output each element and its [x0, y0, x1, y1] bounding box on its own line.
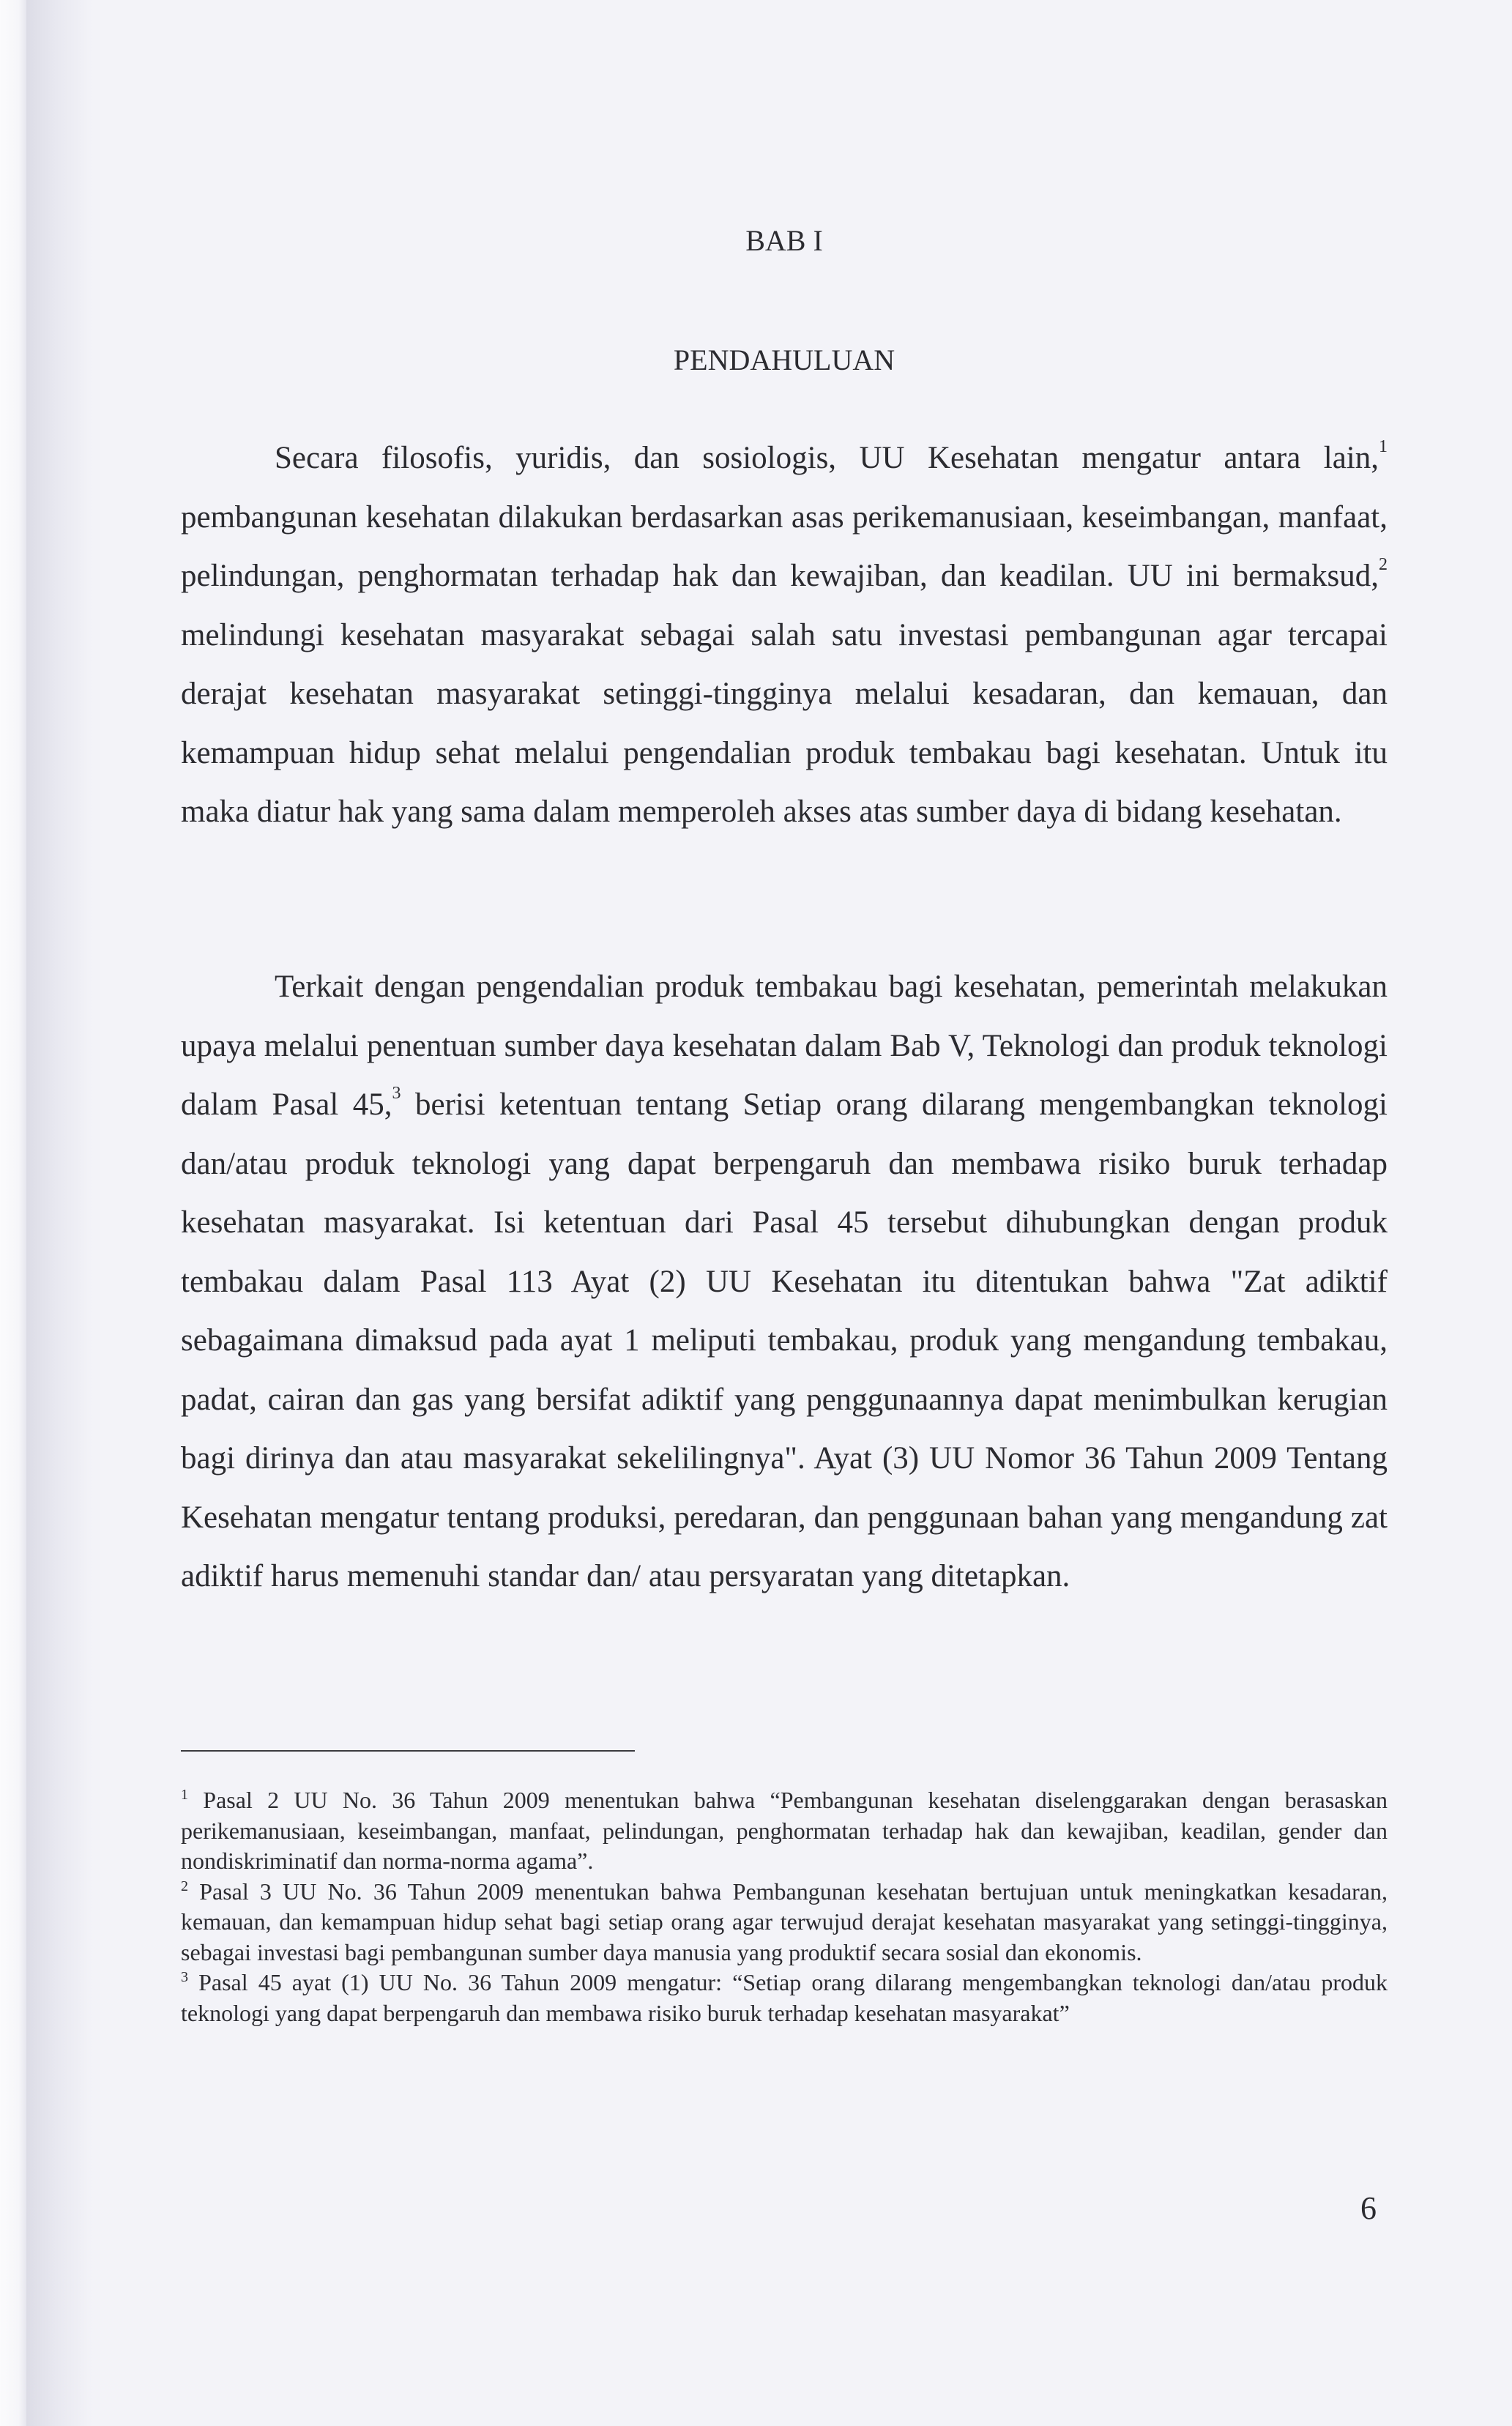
footnote-text: Pasal 3 UU No. 36 Tahun 2009 menentukan bahwa Pembangunan kesehatan bertujuan untuk meningkatkan kesadaran, kemauan, dan kemampuan hidup sehat bagi setiap orang agar terwujud derajat kesehatan masyarakat yang setinggi-tingginya, sebagai investasi bagi pembangunan sumber daya manusia yang produktif secara sosial dan ekonomis. [181, 1878, 1388, 1965]
binding-shadow [26, 0, 92, 2426]
paragraph [181, 958, 1388, 1607]
footnote-separator [181, 1750, 635, 1752]
footnote-ref[interactable]: 2 [1379, 555, 1388, 574]
footnote-ref[interactable]: 1 [1379, 437, 1388, 456]
footnotes [181, 1785, 1388, 2028]
footnote-marker: 3 [181, 1969, 188, 1985]
footnote-marker: 2 [181, 1878, 188, 1894]
footnote-text: Pasal 45 ayat (1) UU No. 36 Tahun 2009 mengatur: “Setiap orang dilarang mengembangkan teknologi dan/atau produk teknologi yang dapat berpengaruh dan membawa risiko buruk terhadap kesehatan masyarakat” [181, 1969, 1388, 2026]
paragraph [181, 429, 1388, 842]
paragraph-text: Terkait dengan pengendalian produk tembakau bagi kesehatan, pemerintah melakukan upaya melalui penentuan sumber daya kesehatan dalam Bab V, Teknologi dan produk teknologi dalam Pasal 45, [181, 970, 1388, 1122]
footnote [181, 1877, 1388, 1968]
paragraph-text: Secara filosofis, yuridis, dan sosiologis, UU Kesehatan mengatur antara lain, [275, 441, 1379, 475]
footnote-text: Pasal 2 UU No. 36 Tahun 2009 menentukan bahwa “Pembangunan kesehatan diselenggarakan dengan berasaskan perikemanusiaan, keseimbangan, manfaat, pelindungan, penghormatan terhadap hak dan kewajiban, keadilan, gender dan nondiskriminatif dan norma-norma agama”. [181, 1787, 1388, 1874]
chapter-number: BAB I [745, 224, 823, 257]
paragraph-text: melindungi kesehatan masyarakat sebagai salah satu investasi pembangunan agar tercapai derajat kesehatan masyarakat setinggi-tingginya melalui kesadaran, dan kemauan, dan kemampuan hidup sehat melalui pengendalian produk tembakau bagi kesehatan. Untuk itu maka diatur hak yang sama dalam memperoleh akses atas sumber daya di bidang kesehatan. [181, 617, 1388, 829]
footnote-ref[interactable]: 3 [392, 1084, 401, 1103]
footnote [181, 1785, 1388, 1877]
paragraph-text: pembangunan kesehatan dilakukan berdasarkan asas perikemanusiaan, keseimbangan, manfaat, pelindungan, penghormatan terhadap hak dan kewajiban, dan keadilan. UU ini bermaksud, [181, 499, 1388, 593]
footnote-marker: 1 [181, 1787, 188, 1803]
footnote [181, 1968, 1388, 2028]
page-edge [0, 0, 26, 2426]
paragraph-text: berisi ketentuan tentang Setiap orang dilarang mengembangkan teknologi dan/atau produk teknologi yang dapat berpengaruh dan membawa risiko buruk terhadap kesehatan masyarakat. Isi ketentuan dari Pasal 45 tersebut dihubungkan dengan produk tembakau dalam Pasal 113 Ayat (2) UU Kesehatan itu ditentukan bahwa "Zat adiktif sebagaimana dimaksud pada ayat 1 meliputi tembakau, produk yang mengandung tembakau, padat, cairan dan gas yang bersifat adiktif yang penggunaannya dapat menimbulkan kerugian bagi dirinya dan atau masyarakat sekelilingnya". Ayat (3) UU Nomor 36 Tahun 2009 Tentang Kesehatan mengatur tentang produksi, peredaran, dan penggunaan bahan yang mengandung zat adiktif harus memenuhi standar dan/ atau persyaratan yang ditetapkan. [181, 1087, 1388, 1593]
page-number: 6 [1360, 2190, 1377, 2226]
chapter-title: PENDAHULUAN [673, 343, 895, 376]
